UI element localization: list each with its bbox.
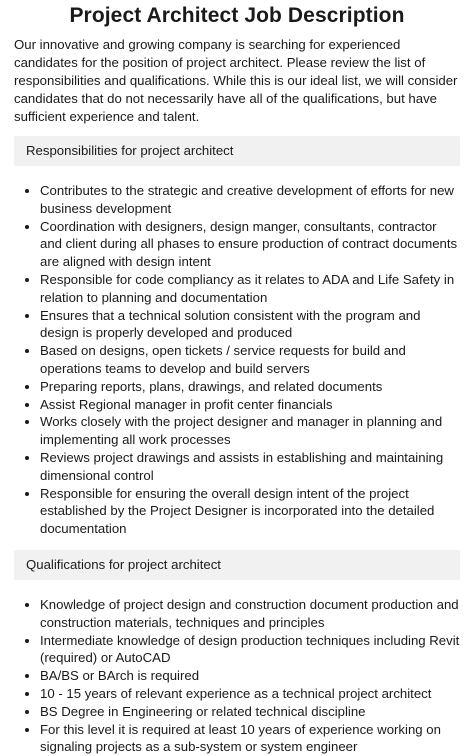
qualifications-heading: Qualifications for project architect	[14, 550, 460, 580]
list-item: • For this level it is required at least 10 years of experience working on signaling projects as a sub-system or system engineer	[40, 721, 460, 756]
responsibilities-heading: Responsibilities for project architect	[14, 136, 460, 166]
list-item: • Contributes to the strategic and creative development of efforts for new business development	[40, 182, 460, 218]
list-item: • Coordination with designers, design manger, consultants, contractor and client during all phases to ensure production of contract documents are aligned with design intent	[40, 218, 460, 271]
page-title: Project Architect Job Description	[69, 4, 405, 27]
list-item: • Reviews project drawings and assists in establishing and maintaining dimensional control	[40, 449, 460, 485]
intro-paragraph: Our innovative and growing company is searching for experienced candidates for the position of project architect. Please review the list of responsibilities and qualifications. While this is our ideal list, we will consider candidates that do not necessarily have all of the qualifications, but have sufficient experience and talent.	[14, 37, 458, 124]
list-item: • BA/BS or BArch is required	[40, 667, 460, 685]
list-item: • Based on designs, open tickets / service requests for build and operations teams to develop and build servers	[40, 342, 460, 378]
list-item: • Assist Regional manager in profit center financials	[40, 396, 460, 414]
responsibilities-list	[14, 182, 460, 538]
list-item: • Works closely with the project designer and manager in planning and implementing all work processes	[40, 413, 460, 449]
list-item: • Preparing reports, plans, drawings, and related documents	[40, 378, 460, 396]
list-item: • BS Degree in Engineering or related technical discipline	[40, 703, 460, 721]
qualifications-list	[14, 596, 460, 756]
list-item: • Ensures that a technical solution consistent with the program and design is properly developed and produced	[40, 307, 460, 343]
list-item: • 10 - 15 years of relevant experience as a technical project architect	[40, 685, 460, 703]
list-item: • Responsible for ensuring the overall design intent of the project established by the Project Designer is incorporated into the detailed documentation	[40, 485, 460, 538]
list-item: • Intermediate knowledge of design production techniques including Revit (required) or AutoCAD	[40, 632, 460, 668]
list-item: • Responsible for code compliancy as it relates to ADA and Life Safety in relation to planning and documentation	[40, 271, 460, 307]
list-item: • Knowledge of project design and construction document production and construction materials, techniques and principles	[40, 596, 460, 632]
